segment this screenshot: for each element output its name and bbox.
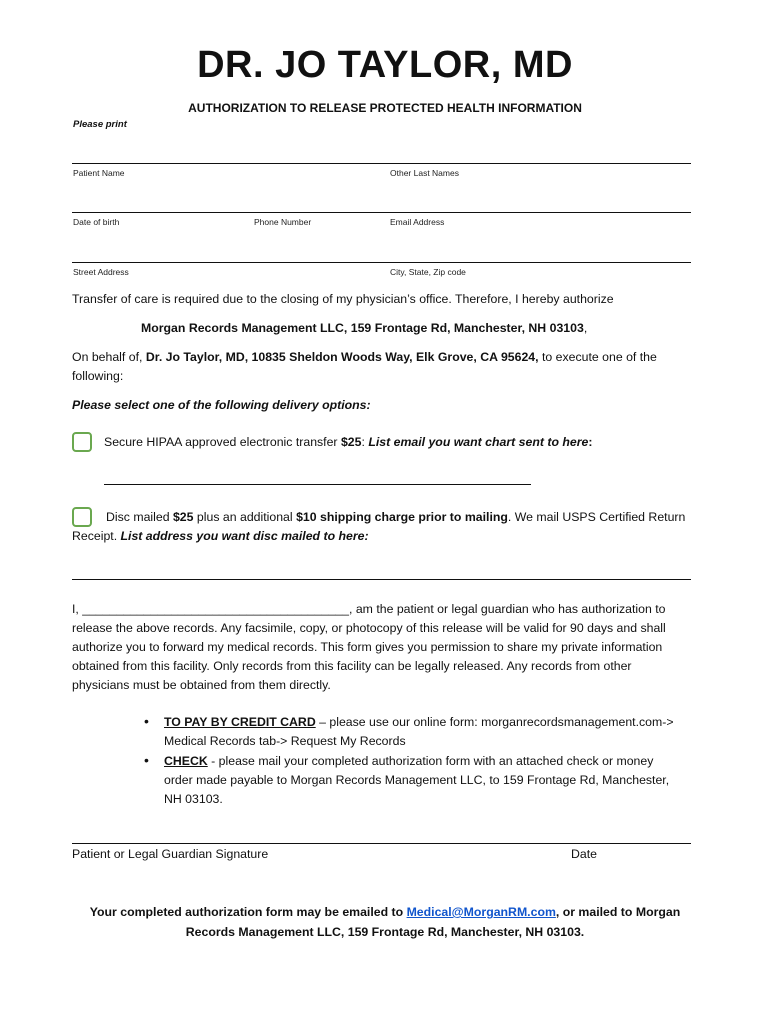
transfer-intro: Transfer of care is required due to the closing of my physician’s office. Therefore, I hereby authorize [72,292,614,306]
payment-card-line-2: Medical Records tab-> Request My Records [164,734,406,748]
option2-mid: plus an additional [193,510,297,524]
option1-instruction: List email you want chart sent to here [368,435,589,449]
option2-prefix: Disc mailed [106,510,173,524]
behalf-physician: Dr. Jo Taylor, MD, 10835 Sheldon Woods Way, Elk Grove, CA 95624, [145,350,539,364]
check-label: CHECK [164,754,208,768]
company-line [141,319,587,338]
card-text: – please use our online form: morganrecordsmanagement.com-> [315,715,674,729]
address-line[interactable] [72,262,691,263]
option1-price: $25 [340,435,362,449]
payment-check-line-3: NH 03103. [164,792,223,806]
footer-line-2: Records Management LLC, 159 Frontage Rd, Manchester, NH 03103. [185,925,585,939]
option2-shipping: $10 shipping charge prior to mailing [296,510,508,524]
consent-start: I, [72,602,83,616]
signature-label: Patient or Legal Guardian Signature [72,847,269,861]
option1-prefix: Secure HIPAA approved electronic transfer [104,435,341,449]
option1-end: : [588,435,593,449]
option2-line2-prefix: Receipt. [72,529,121,543]
payment-check-line-2: order made payable to Morgan Records Management LLC, to 159 Frontage Rd, Manchester, [164,773,670,787]
bullet-check: • [144,752,149,768]
company-suffix: , [583,321,588,335]
please-print-note: Please print [73,119,127,130]
disc-mailed-checkbox[interactable] [72,507,92,527]
option2-suffix: . We mail USPS Certified Return [507,510,686,524]
other-last-names-label: Other Last Names [390,168,459,178]
date-label: Date [571,847,597,861]
footer-prefix: Your completed authorization form may be emailed to [89,905,407,919]
behalf-line [72,348,657,367]
disc-address-line[interactable] [72,579,691,580]
footer-email-link[interactable]: Medical@MorganRM.com [406,905,556,919]
behalf-suffix: to execute one of the [538,350,657,364]
payment-card-line [164,713,674,732]
form-subtitle: AUTHORIZATION TO RELEASE PROTECTED HEALTH INFORMATION [188,101,582,115]
phone-number-label: Phone Number [254,217,312,227]
patient-name-line[interactable] [72,163,691,164]
bullet-card: • [144,713,149,729]
option-disc-text [106,508,685,527]
consent-end: , am the patient or legal guardian who has authorization to [348,602,666,616]
dob-phone-email-line[interactable] [72,212,691,213]
option1-colon: : [361,435,369,449]
option2-price: $25 [172,510,194,524]
consent-line-3: authorize you to forward my medical records. This form gives you permission to share my private information [72,640,663,654]
behalf-prefix: On behalf of, [72,350,146,364]
email-address-label: Email Address [390,217,445,227]
delivery-heading: Please select one of the following delivery options: [72,398,371,412]
option-electronic-text [104,433,592,452]
electronic-transfer-checkbox[interactable] [72,432,92,452]
check-text: - please mail your completed authorization form with an attached check or money [207,754,654,768]
payment-check-line [164,752,653,771]
signature-line[interactable] [72,843,691,844]
consent-line-1 [72,600,666,619]
behalf-line-2: following: [72,369,124,383]
footer-suffix: , or mailed to Morgan [555,905,681,919]
street-address-label: Street Address [73,267,129,277]
page-title: DR. JO TAYLOR, MD [197,44,573,86]
consent-line-2: release the above records. Any facsimile, copy, or photocopy of this release will be valid for 90 days and shall [72,621,666,635]
email-entry-line[interactable] [104,484,531,485]
option-disc-line-2 [72,527,369,546]
option2-line2-instruction: List address you want disc mailed to here: [120,529,369,543]
company-name: Morgan Records Management LLC, 159 Frontage Rd, Manchester, NH 03103 [141,321,584,335]
consent-line-5: physicians must be obtained from them directly. [72,678,331,692]
city-state-zip-label: City, State, Zip code [390,267,466,277]
footer-line-1 [0,903,770,922]
consent-line-4: obtained from this facility. Only records from this facility can be legally released. Any records from other [72,659,632,673]
consent-name-blank[interactable]: _______________________________________ [82,602,349,616]
date-of-birth-label: Date of birth [73,217,120,227]
card-label: TO PAY BY CREDIT CARD [164,715,316,729]
patient-name-label: Patient Name [73,168,125,178]
